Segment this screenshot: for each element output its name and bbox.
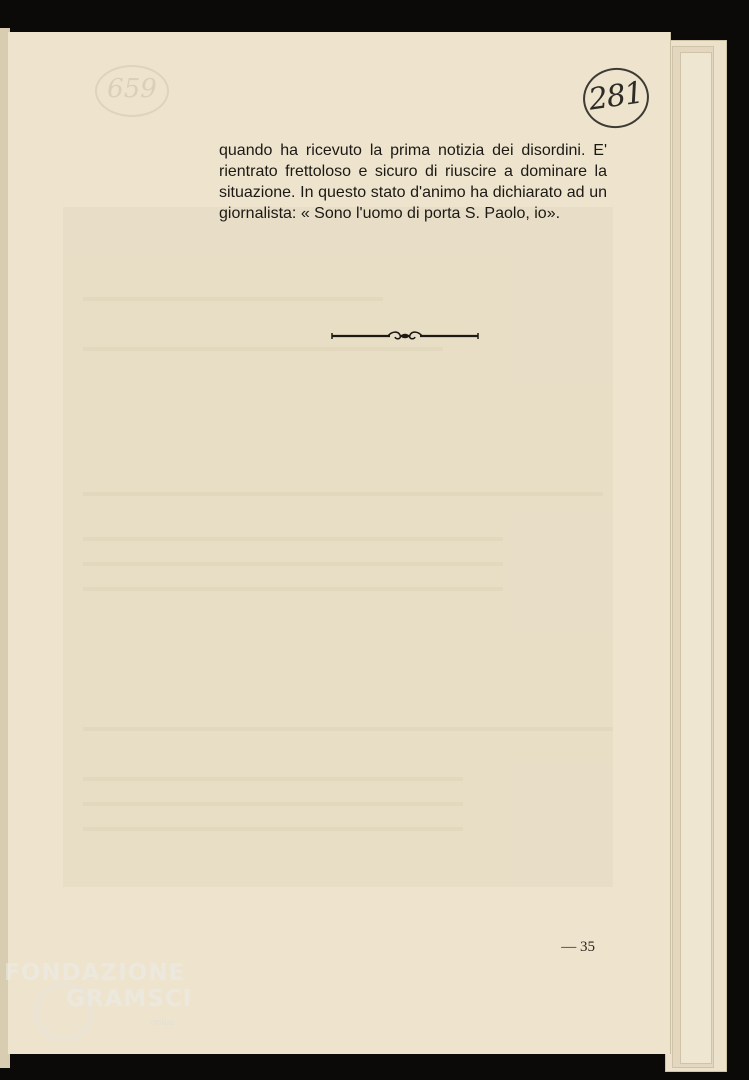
faded-stamp-number: 659 <box>107 74 157 104</box>
page-stack-edge <box>680 52 712 1064</box>
document-page <box>8 32 670 1054</box>
watermark-line-2: GRAMSCI <box>66 986 193 1012</box>
section-divider-ornament <box>330 329 480 343</box>
handwritten-page-number: 281 <box>586 75 646 118</box>
fondazione-gramsci-watermark <box>4 960 204 1070</box>
body-text-block <box>219 140 607 224</box>
printed-page-number: — 35 <box>561 939 595 955</box>
watermark-tag: onlus <box>150 1018 175 1028</box>
watermark-line-1: FONDAZIONE <box>4 960 186 986</box>
faded-archive-stamp <box>95 65 169 117</box>
body-paragraph: quando ha ricevuto la prima notizia dei disordini. E' rientrato frettoloso e sicuro di riuscire a dominare la situazione. In questo stato d'animo ha dichiarato ad un giornalista: « Sono l'uomo di porta S. Paolo, io». <box>219 142 607 222</box>
handwritten-page-number-circle <box>579 64 653 133</box>
watermark-logo-ring <box>34 982 94 1042</box>
reverse-side-bleed-through <box>63 207 613 887</box>
